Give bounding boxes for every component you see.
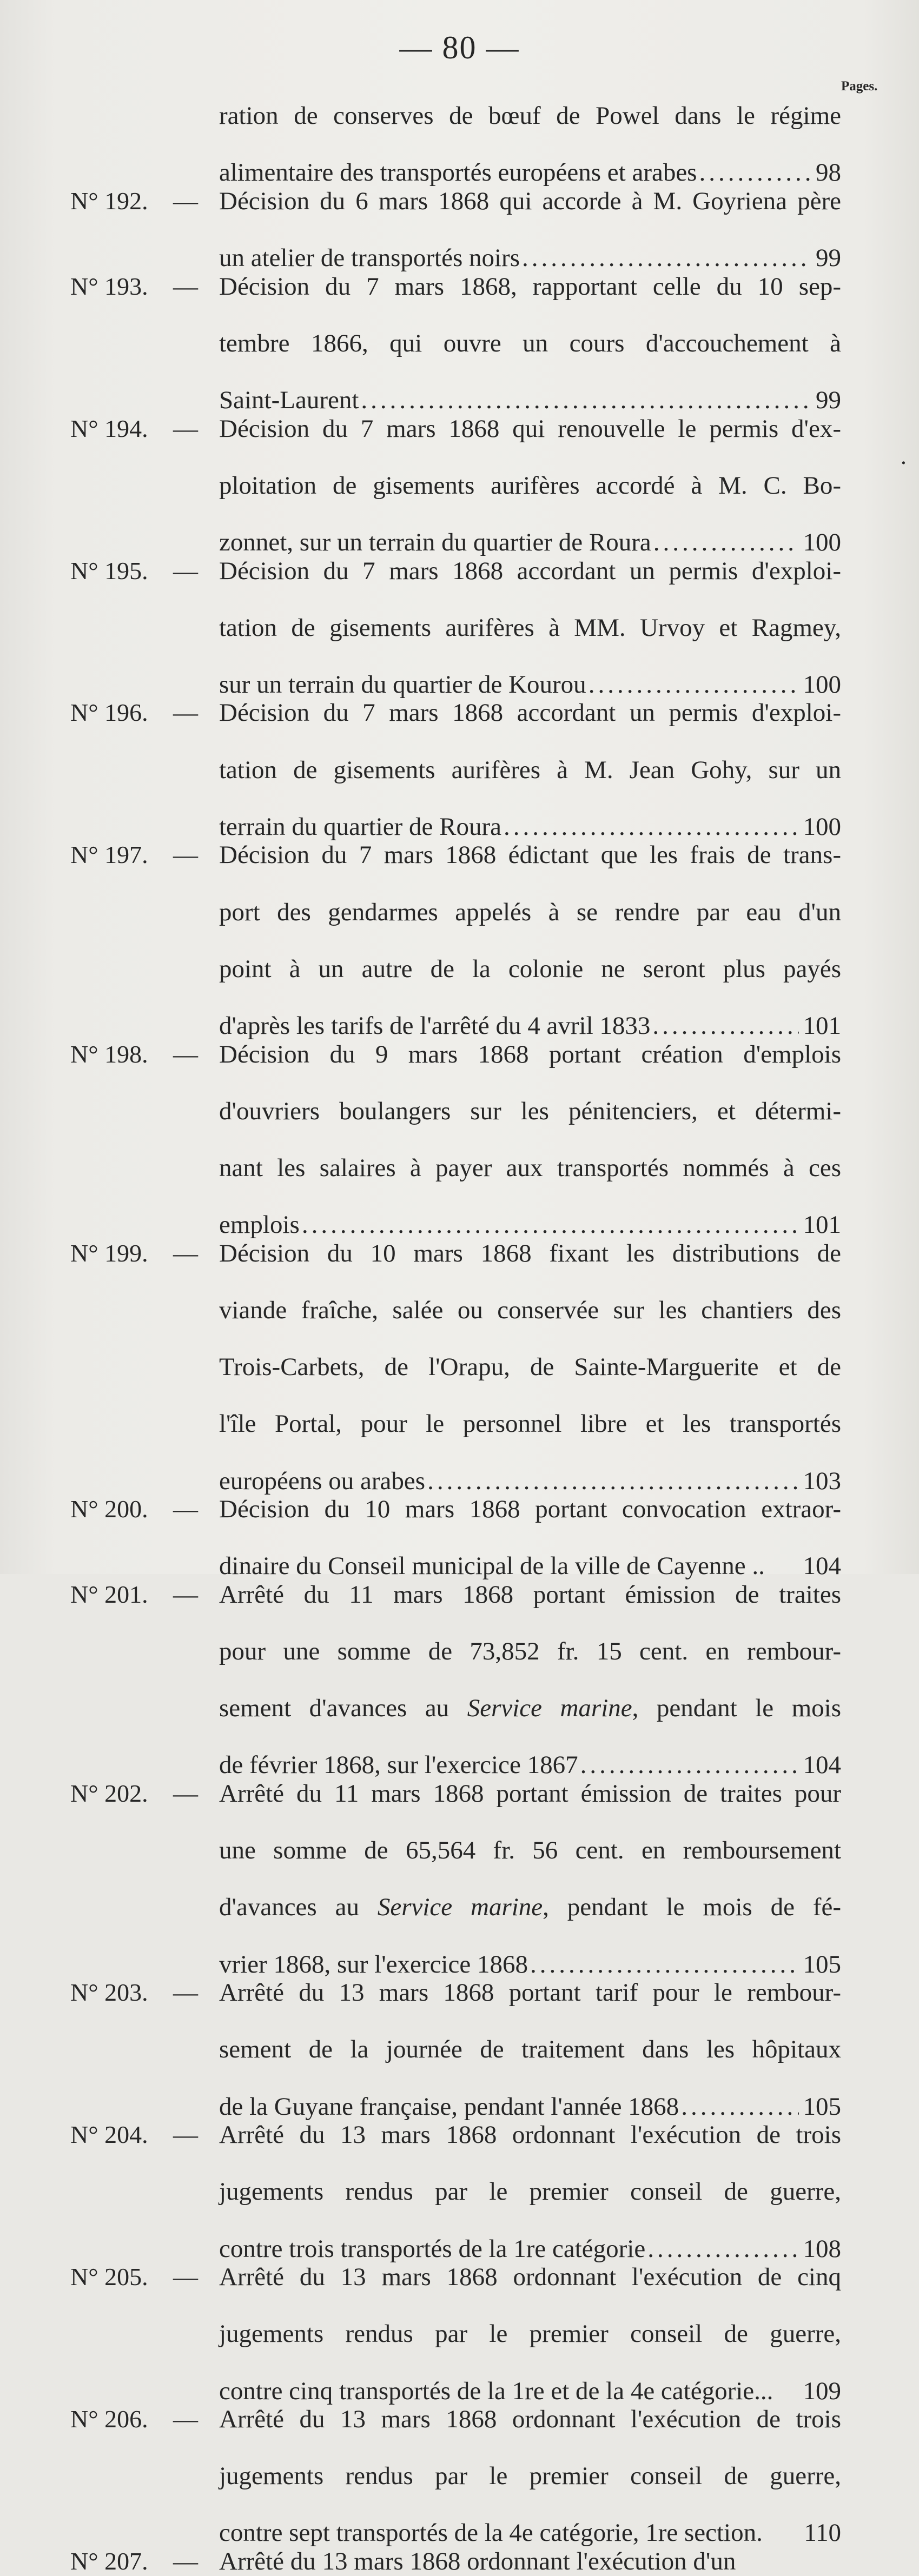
entry-number: N° 207.: [70, 2547, 148, 2575]
entry-dash: —: [173, 272, 198, 300]
description-line: un atelier de transportés noirs: [219, 243, 520, 272]
description-line: de la Guyane française, pendant l'année 1868: [219, 2092, 679, 2121]
entry-number: N° 205.: [70, 2263, 148, 2291]
entry-dash: —: [173, 1495, 198, 1523]
entry-description: [219, 2547, 841, 2576]
entry-description: [219, 699, 841, 841]
toc-entry: [0, 557, 919, 699]
page-reference: 105: [803, 2092, 841, 2121]
description-line: viande fraîche, salée ou conservée sur les chantiers des: [219, 1296, 841, 1324]
description-line: Décision du 7 mars 1868 accordant un permis d'exploi-: [219, 699, 841, 727]
entry-number: N° 192.: [70, 187, 148, 215]
description-last-line: [219, 2377, 841, 2406]
page-reference: 100: [803, 528, 841, 556]
description-line: jugements rendus par le premier conseil de guerre,: [219, 2177, 841, 2206]
toc-entry: [0, 1040, 919, 1239]
stray-mark: .: [900, 444, 907, 469]
entry-number: N° 198.: [70, 1040, 148, 1068]
dot-leader: [504, 813, 798, 841]
description-line: Trois-Carbets, de l'Orapu, de Sainte-Marguerite et de: [219, 1353, 841, 1382]
entry-dash: —: [173, 1239, 198, 1267]
description-line: Arrêté du 13 mars 1868 ordonnant l'exécution d'un: [219, 2547, 736, 2576]
entry-dash: —: [173, 841, 198, 869]
entry-dash: —: [173, 2405, 198, 2433]
description-line: jugements rendus par le premier conseil de guerre,: [219, 2462, 841, 2491]
description-line: point à un autre de la colonie ne seront plus payés: [219, 954, 841, 983]
description-last-line: [219, 244, 841, 273]
dot-leader: [580, 1751, 799, 1780]
page-reference: 109: [803, 2376, 841, 2405]
page-reference: 110: [804, 2519, 841, 2547]
entry-number: N° 201.: [70, 1580, 148, 1608]
description-line: Décision du 7 mars 1868, rapportant celle du 10 sep-: [219, 272, 841, 301]
page-reference: 104: [803, 1552, 841, 1581]
description-line: Arrêté du 13 mars 1868 ordonnant l'exécution de cinq: [219, 2263, 841, 2292]
description-line: vrier 1868, sur l'exercice 1868: [219, 1950, 528, 1979]
description-line: ploitation de gisements aurifères accordé à M. C. Bo-: [219, 471, 841, 500]
description-line: port des gendarmes appelés à se rendre par eau d'un: [219, 898, 841, 926]
toc-entry: [0, 2263, 919, 2405]
entry-number: N° 195.: [70, 556, 148, 585]
description-line: Décision du 10 mars 1868 portant convocation extraor-: [219, 1495, 841, 1524]
entry-number: N° 204.: [70, 2121, 148, 2149]
dot-leader: [653, 528, 799, 557]
description-last-line: [219, 1950, 841, 1979]
page-number: — 80 —: [399, 30, 520, 65]
table-of-contents: [0, 102, 919, 2576]
toc-entry: [0, 2121, 919, 2263]
description-line: d'après les tarifs de l'arrêté du 4 avril 1833: [219, 1012, 651, 1040]
toc-entry: [0, 273, 919, 415]
toc-entry: [0, 2547, 919, 2576]
description-line: Décision du 7 mars 1868 édictant que les frais de trans-: [219, 841, 841, 869]
description-line: terrain du quartier de Roura: [219, 812, 502, 841]
description-last-line: [219, 2519, 841, 2547]
entry-dash: —: [173, 699, 198, 727]
description-line: alimentaire des transportés européens et arabes: [219, 158, 697, 187]
toc-entry: [0, 1581, 919, 1780]
description-line: d'ouvriers boulangers sur les pénitenciers, et détermi-: [219, 1097, 841, 1125]
entry-dash: —: [173, 414, 198, 442]
description-line: Décision du 6 mars 1868 qui accorde à M. Goyriena père: [219, 187, 841, 215]
description-last-line: [219, 1012, 841, 1040]
description-line: une somme de 65,564 fr. 56 cent. en remboursement: [219, 1836, 841, 1865]
entry-description: [219, 1239, 841, 1495]
entry-description: [219, 1581, 841, 1780]
description-last-line: [219, 2547, 841, 2576]
dot-leader: [699, 158, 811, 187]
toc-entry: [0, 1979, 919, 2121]
toc-entry: [0, 1495, 919, 1581]
entry-description: [219, 2121, 841, 2263]
page-reference: 103: [803, 1466, 841, 1495]
description-line: l'île Portal, pour le personnel libre et les transportés: [219, 1410, 841, 1438]
description-last-line: [219, 1751, 841, 1780]
entry-number: N° 206.: [70, 2405, 148, 2433]
entry-description: [219, 2405, 841, 2547]
description-line: dinaire du Conseil municipal de la ville de Cayenne ..: [219, 1552, 765, 1581]
page-reference: 98: [816, 158, 841, 187]
description-line: de février 1868, sur l'exercice 1867: [219, 1751, 578, 1780]
description-line: nant les salaires à payer aux transportés nommés à ces: [219, 1153, 841, 1182]
entry-description: [219, 102, 841, 187]
entry-description: [219, 2263, 841, 2405]
description-line: contre cinq transportés de la 1re et de la 4e catégorie...: [219, 2376, 773, 2405]
dot-leader: [522, 244, 811, 273]
page-reference: 99: [816, 386, 841, 414]
description-line: contre sept transportés de la 4e catégorie, 1re section.: [219, 2519, 763, 2547]
description-line: emplois: [219, 1211, 300, 1239]
toc-entry: [0, 699, 919, 841]
description-line: sur un terrain du quartier de Kourou: [219, 670, 586, 699]
description-line: Saint-Laurent: [219, 386, 359, 414]
description-line: Arrêté du 13 mars 1868 portant tarif pour le rembour-: [219, 1979, 841, 2007]
entry-number: N° 194.: [70, 414, 148, 442]
description-line: Décision du 7 mars 1868 accordant un permis d'exploi-: [219, 556, 841, 585]
page-reference: 101: [803, 1211, 841, 1239]
description-line: tation de gisements aurifères à MM. Urvoy et Ragmey,: [219, 613, 841, 642]
entry-number: N° 199.: [70, 1239, 148, 1267]
dot-leader: [530, 1950, 799, 1979]
entry-description: [219, 273, 841, 415]
toc-entry: [0, 187, 919, 273]
dot-leader: [681, 2093, 798, 2121]
entry-dash: —: [173, 1580, 198, 1608]
dot-leader: [361, 386, 811, 415]
page-reference: 99: [816, 243, 841, 272]
entry-dash: —: [173, 1979, 198, 2007]
description-last-line: [219, 1467, 841, 1496]
description-line: contre trois transportés de la 1re catégorie: [219, 2234, 646, 2263]
description-last-line: [219, 2235, 841, 2263]
description-line: Décision du 7 mars 1868 qui renouvelle le permis d'ex-: [219, 414, 841, 443]
entry-dash: —: [173, 1040, 198, 1068]
description-last-line: [219, 528, 841, 557]
toc-entry: [0, 2405, 919, 2547]
entry-description: [219, 1979, 841, 2121]
description-last-line: [219, 1552, 841, 1581]
description-line: sement d'avances au Service marine, pendant le mois: [219, 1694, 841, 1723]
description-line: Décision du 10 mars 1868 fixant les distributions de: [219, 1239, 841, 1267]
entry-description: [219, 415, 841, 557]
entry-description: [219, 1495, 841, 1581]
description-line: tembre 1866, qui ouvre un cours d'accouchement à: [219, 329, 841, 357]
toc-entry: [0, 415, 919, 557]
toc-entry: [0, 1780, 919, 1979]
description-last-line: [219, 1211, 841, 1239]
description-line: tation de gisements aurifères à M. Jean Gohy, sur un: [219, 755, 841, 784]
entry-dash: —: [173, 187, 198, 215]
dot-leader: [427, 1467, 798, 1496]
dot-leader: [647, 2235, 798, 2263]
description-line: sement de la journée de traitement dans les hôpitaux: [219, 2035, 841, 2064]
page-reference: 101: [803, 1012, 841, 1040]
entry-dash: —: [173, 1780, 198, 1808]
description-line: ration de conserves de bœuf de Powel dans le régime: [219, 102, 841, 130]
entry-number: N° 196.: [70, 699, 148, 727]
entry-dash: —: [173, 2263, 198, 2291]
dot-leader: [302, 1211, 799, 1239]
description-line: d'avances au Service marine, pendant le mois de fé-: [219, 1893, 841, 1922]
entry-description: [219, 187, 841, 273]
entry-number: N° 203.: [70, 1979, 148, 2007]
description-line: Arrêté du 13 mars 1868 ordonnant l'exécution de trois: [219, 2405, 841, 2434]
entry-number: N° 200.: [70, 1495, 148, 1523]
description-line: européens ou arabes: [219, 1466, 426, 1495]
description-last-line: [219, 670, 841, 699]
page-reference: 105: [803, 1950, 841, 1979]
entry-description: [219, 1040, 841, 1239]
description-last-line: [219, 386, 841, 415]
toc-entry: [0, 1239, 919, 1495]
page-reference: 100: [803, 670, 841, 699]
description-line: zonnet, sur un terrain du quartier de Roura: [219, 528, 651, 556]
entry-dash: —: [173, 2121, 198, 2149]
entry-number: N° 202.: [70, 1780, 148, 1808]
entry-dash: —: [173, 556, 198, 585]
pages-column-label: Pages.: [841, 79, 878, 94]
description-last-line: [219, 158, 841, 187]
page-reference: 100: [803, 812, 841, 841]
entry-description: [219, 841, 841, 1040]
description-line: Arrêté du 11 mars 1868 portant émission de traites: [219, 1580, 841, 1609]
entry-number: N° 193.: [70, 272, 148, 300]
entry-number: N° 197.: [70, 841, 148, 869]
toc-entry: [0, 841, 919, 1040]
entry-dash: —: [173, 2547, 198, 2575]
entry-description: [219, 557, 841, 699]
description-line: Décision du 9 mars 1868 portant création d'emplois: [219, 1040, 841, 1068]
entry-description: [219, 1780, 841, 1979]
entry-continuation: [0, 102, 919, 187]
dot-leader: [652, 1012, 798, 1040]
dot-leader: [589, 670, 799, 699]
description-line: pour une somme de 73,852 fr. 15 cent. en rembour-: [219, 1637, 841, 1666]
description-line: Arrêté du 11 mars 1868 portant émission de traites pour: [219, 1780, 841, 1808]
page-reference: 104: [803, 1751, 841, 1780]
description-last-line: [219, 2093, 841, 2121]
description-line: jugements rendus par le premier conseil de guerre,: [219, 2320, 841, 2348]
page-reference: 108: [803, 2234, 841, 2263]
description-line: Arrêté du 13 mars 1868 ordonnant l'exécution de trois: [219, 2121, 841, 2149]
description-last-line: [219, 813, 841, 841]
